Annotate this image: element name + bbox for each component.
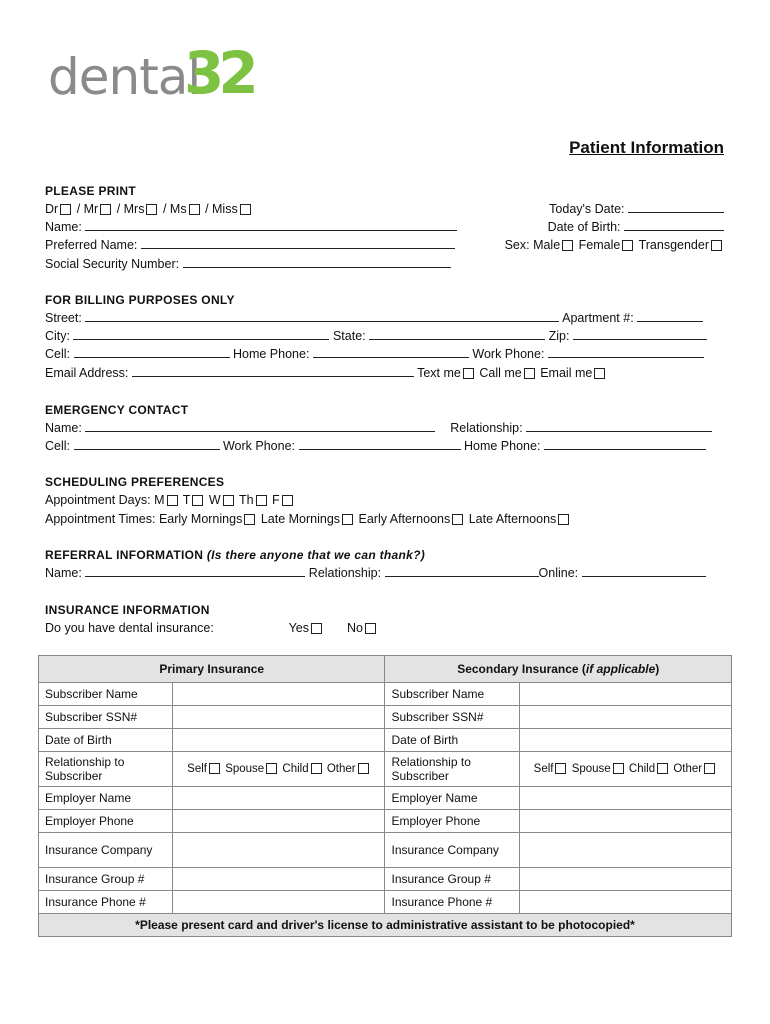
emergency-name-label: Name: [45, 421, 82, 435]
insurance-heading: INSURANCE INFORMATION [45, 603, 210, 617]
title-mrs-label: / Mrs [116, 202, 145, 216]
day-th-label: Th [238, 493, 254, 507]
day-m-checkbox[interactable] [167, 495, 178, 506]
emergency-work-phone-field[interactable] [299, 438, 461, 450]
insurance-no-checkbox[interactable] [365, 623, 376, 634]
secondary-relationship-label: Relationship to Subscriber [385, 752, 519, 787]
primary-other-checkbox[interactable] [358, 763, 369, 774]
title-mrs-checkbox[interactable] [146, 204, 157, 215]
sex-transgender-checkbox[interactable] [711, 240, 722, 251]
primary-employer-name-label: Employer Name [39, 787, 173, 810]
primary-insurance-company-field[interactable] [173, 833, 385, 868]
todays-date-field[interactable] [628, 201, 724, 213]
insurance-yes-checkbox[interactable] [311, 623, 322, 634]
secondary-subscriber-ssn-label: Subscriber SSN# [385, 706, 519, 729]
scheduling-heading: SCHEDULING PREFERENCES [45, 475, 225, 489]
primary-other-label: Other [326, 763, 356, 775]
time-early-afternoons-label: Early Afternoons [358, 512, 451, 526]
title-miss-label: / Miss [205, 202, 238, 216]
referral-name-field[interactable] [85, 565, 305, 577]
email-field[interactable] [132, 365, 414, 377]
street-field[interactable] [85, 310, 559, 322]
secondary-dob-label: Date of Birth [385, 729, 519, 752]
secondary-employer-phone-label: Employer Phone [385, 810, 519, 833]
email-label: Email Address: [45, 366, 129, 380]
day-w-checkbox[interactable] [223, 495, 234, 506]
secondary-relationship-options [519, 752, 731, 787]
secondary-dob-field[interactable] [519, 729, 731, 752]
secondary-other-checkbox[interactable] [704, 763, 715, 774]
referral-online-label: Online: [538, 566, 579, 580]
secondary-employer-phone-field[interactable] [519, 810, 731, 833]
preferred-name-label: Preferred Name: [45, 238, 138, 252]
emergency-name-field[interactable] [85, 420, 435, 432]
primary-self-checkbox[interactable] [209, 763, 220, 774]
insurance-yes-label: Yes [288, 621, 310, 635]
time-early-mornings-label: Early Mornings [158, 512, 243, 526]
secondary-insurance-phone-label: Insurance Phone # [385, 891, 519, 914]
primary-spouse-label: Spouse [225, 763, 265, 775]
dental32-logo [48, 39, 253, 114]
street-label: Street: [45, 311, 82, 325]
secondary-subscriber-name-field[interactable] [519, 683, 731, 706]
zip-field[interactable] [573, 328, 707, 340]
day-w-label: W [208, 493, 221, 507]
insurance-question: Do you have dental insurance: [45, 621, 214, 635]
emergency-heading: EMERGENCY CONTACT [45, 403, 189, 417]
city-field[interactable] [73, 328, 329, 340]
emergency-relationship-field[interactable] [526, 420, 712, 432]
secondary-insurance-company-field[interactable] [519, 833, 731, 868]
logo-word: dental [48, 48, 201, 106]
emergency-name-row [45, 420, 712, 436]
secondary-spouse-label: Spouse [571, 763, 611, 775]
sex-transgender-label: Transgender [638, 238, 709, 252]
email-me-label: Email me [540, 366, 593, 380]
sex-female-checkbox[interactable] [622, 240, 633, 251]
day-m-label: M [154, 493, 165, 507]
secondary-insurance-group-field[interactable] [519, 868, 731, 891]
sex-label: Sex: [504, 238, 530, 252]
insurance-question-row [45, 620, 378, 636]
name-row [45, 219, 457, 235]
dob-row [548, 219, 724, 235]
title-dr-label: Dr [45, 202, 59, 216]
ssn-field[interactable] [183, 256, 451, 268]
secondary-self-label: Self [533, 763, 554, 775]
emergency-home-phone-label: Home Phone: [463, 439, 541, 453]
day-t-checkbox[interactable] [192, 495, 203, 506]
primary-employer-name-field[interactable] [173, 787, 385, 810]
primary-insurance-phone-label: Insurance Phone # [39, 891, 173, 914]
state-field[interactable] [369, 328, 545, 340]
apartment-field[interactable] [637, 310, 703, 322]
emergency-work-phone-label: Work Phone: [222, 439, 296, 453]
primary-subscriber-ssn-label: Subscriber SSN# [39, 706, 173, 729]
logo-number: 32 [184, 39, 253, 107]
emergency-phone-row [45, 438, 706, 454]
secondary-self-checkbox[interactable] [555, 763, 566, 774]
call-me-checkbox[interactable] [524, 368, 535, 379]
call-me-label: Call me [479, 366, 522, 380]
secondary-header-note: if applicable [585, 662, 656, 676]
secondary-employer-name-label: Employer Name [385, 787, 519, 810]
primary-employer-phone-field[interactable] [173, 810, 385, 833]
secondary-child-label: Child [628, 763, 656, 775]
primary-subscriber-name-field[interactable] [173, 683, 385, 706]
email-me-checkbox[interactable] [594, 368, 605, 379]
referral-relationship-label: Relationship: [308, 566, 382, 580]
sex-female-label: Female [578, 238, 621, 252]
work-phone-field[interactable] [548, 346, 704, 358]
sex-male-checkbox[interactable] [562, 240, 573, 251]
secondary-insurance-group-label: Insurance Group # [385, 868, 519, 891]
cell-label: Cell: [45, 347, 71, 361]
cell-field[interactable] [74, 346, 230, 358]
time-late-mornings-checkbox[interactable] [342, 514, 353, 525]
title-miss-checkbox[interactable] [240, 204, 251, 215]
secondary-spouse-checkbox[interactable] [613, 763, 624, 774]
title-options [45, 201, 253, 217]
primary-insurance-group-field[interactable] [173, 868, 385, 891]
primary-spouse-checkbox[interactable] [266, 763, 277, 774]
appointment-times-label: Appointment Times: [45, 512, 156, 526]
state-label: State: [332, 329, 366, 343]
appointment-days-label: Appointment Days: [45, 493, 151, 507]
primary-insurance-phone-field[interactable] [173, 891, 385, 914]
primary-relationship-label: Relationship to Subscriber [39, 752, 173, 787]
insurance-footer-note: *Please present card and driver's license to administrative assistant to be photocopied* [39, 914, 732, 937]
insurance-table [38, 655, 732, 937]
time-early-mornings-checkbox[interactable] [244, 514, 255, 525]
referral-online-field[interactable] [582, 565, 706, 577]
city-label: City: [45, 329, 70, 343]
emergency-cell-label: Cell: [45, 439, 71, 453]
title-mr-checkbox[interactable] [100, 204, 111, 215]
secondary-insurance-company-label: Insurance Company [385, 833, 519, 868]
time-late-afternoons-label: Late Afternoons [468, 512, 557, 526]
name-label: Name: [45, 220, 82, 234]
preferred-name-field[interactable] [141, 237, 455, 249]
referral-row [45, 565, 706, 581]
primary-insurance-company-label: Insurance Company [39, 833, 173, 868]
primary-dob-label: Date of Birth [39, 729, 173, 752]
title-dr-checkbox[interactable] [60, 204, 71, 215]
time-late-mornings-label: Late Mornings [260, 512, 341, 526]
referral-heading-text: REFERRAL INFORMATION [45, 548, 204, 562]
primary-subscriber-ssn-field[interactable] [173, 706, 385, 729]
city-row [45, 328, 707, 344]
secondary-other-label: Other [673, 763, 703, 775]
name-field[interactable] [85, 219, 457, 231]
secondary-subscriber-name-label: Subscriber Name [385, 683, 519, 706]
appointment-times-row [45, 511, 571, 527]
time-early-afternoons-checkbox[interactable] [452, 514, 463, 525]
primary-child-checkbox[interactable] [311, 763, 322, 774]
day-t-label: T [182, 493, 191, 507]
phone-row [45, 346, 704, 362]
page-title: Patient Information [569, 138, 724, 157]
primary-self-label: Self [187, 763, 207, 775]
emergency-relationship-label: Relationship: [450, 421, 523, 435]
email-row [45, 365, 607, 381]
referral-heading-note: (Is there anyone that we can thank?) [206, 548, 426, 562]
referral-relationship-field[interactable] [385, 565, 539, 577]
primary-dob-field[interactable] [173, 729, 385, 752]
apartment-label: Apartment #: [562, 311, 634, 325]
todays-date-row [549, 201, 724, 217]
please-print-heading: PLEASE PRINT [45, 184, 136, 198]
work-phone-label: Work Phone: [472, 347, 545, 361]
secondary-subscriber-ssn-field[interactable] [519, 706, 731, 729]
emergency-cell-field[interactable] [74, 438, 220, 450]
title-ms-label: / Ms [162, 202, 187, 216]
time-late-afternoons-checkbox[interactable] [558, 514, 569, 525]
referral-name-label: Name: [45, 566, 82, 580]
primary-relationship-options [173, 752, 385, 787]
title-ms-checkbox[interactable] [189, 204, 200, 215]
sex-male-label: Male [533, 238, 561, 252]
dob-label: Date of Birth: [547, 220, 621, 234]
preferred-name-row [45, 237, 455, 253]
home-phone-field[interactable] [313, 346, 469, 358]
text-me-checkbox[interactable] [463, 368, 474, 379]
ssn-label: Social Security Number: [45, 257, 180, 271]
secondary-insurance-phone-field[interactable] [519, 891, 731, 914]
title-mr-label: / Mr [76, 202, 99, 216]
primary-insurance-group-label: Insurance Group # [39, 868, 173, 891]
street-row [45, 310, 703, 326]
todays-date-label: Today's Date: [549, 202, 625, 216]
primary-insurance-header: Primary Insurance [39, 656, 385, 683]
secondary-insurance-header: Secondary Insurance (if applicable) [385, 656, 732, 683]
emergency-home-phone-field[interactable] [544, 438, 706, 450]
insurance-no-label: No [346, 621, 363, 635]
primary-child-label: Child [282, 763, 309, 775]
primary-employer-phone-label: Employer Phone [39, 810, 173, 833]
sex-row [505, 237, 724, 253]
appointment-days-row [45, 492, 295, 508]
zip-label: Zip: [548, 329, 570, 343]
home-phone-label: Home Phone: [232, 347, 310, 361]
secondary-child-checkbox[interactable] [657, 763, 668, 774]
primary-subscriber-name-label: Subscriber Name [39, 683, 173, 706]
referral-heading [45, 547, 425, 563]
ssn-row [45, 256, 451, 272]
day-f-label: F [272, 493, 280, 507]
text-me-label: Text me [417, 366, 461, 380]
day-f-checkbox[interactable] [282, 495, 293, 506]
day-th-checkbox[interactable] [256, 495, 267, 506]
billing-heading: FOR BILLING PURPOSES ONLY [45, 293, 235, 307]
dob-field[interactable] [624, 219, 724, 231]
secondary-employer-name-field[interactable] [519, 787, 731, 810]
